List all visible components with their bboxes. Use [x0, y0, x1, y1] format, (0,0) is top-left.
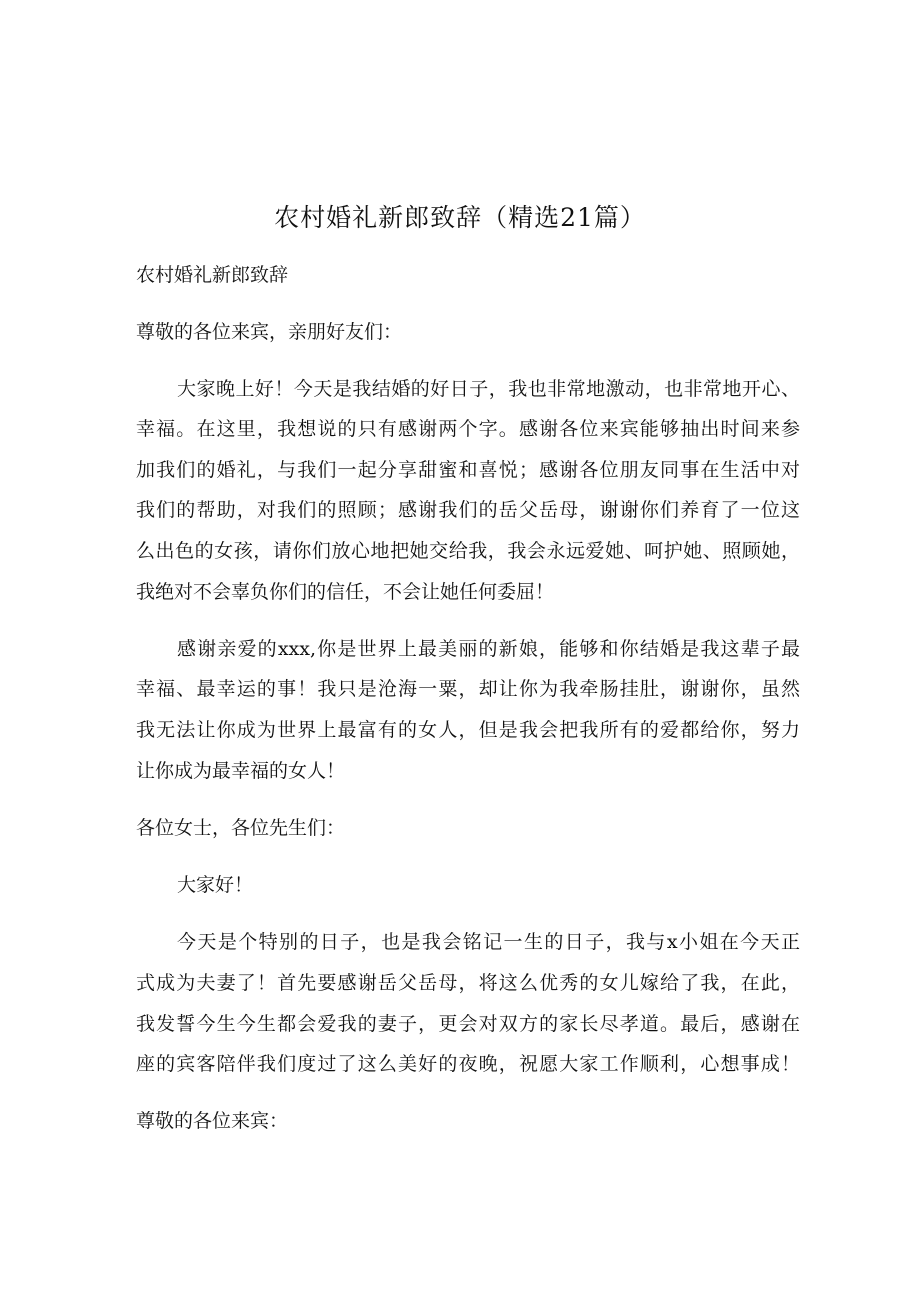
paragraph-line: 让你成为最幸福的女人！ — [136, 760, 346, 782]
paragraph-line: 我无法让你成为世界上最富有的女人，但是我会把我所有的爱都给你，努力 — [136, 719, 800, 741]
paragraph-line: 我绝对不会辜负你们的信任，不会让她任何委屈！ — [136, 581, 555, 603]
paragraph-line: 大家晚上好！今天是我结婚的好日子，我也非常地激动，也非常地开心、 — [177, 378, 800, 400]
greeting: 大家好！ — [177, 874, 254, 896]
paragraph-line: 我发誓今生今生都会爱我的妻子，更会对双方的家长尽孝道。最后，感谢在 — [136, 1013, 800, 1035]
paragraph-line: 座的宾客陪伴我们度过了这么美好的夜晚，祝愿大家工作顺利，心想事成！ — [136, 1053, 800, 1075]
salutation: 尊敬的各位来宾，亲朋好友们： — [136, 321, 403, 343]
paragraph-line: 幸福、最幸运的事！我只是沧海一粟，却让你为我牵肠挂肚，谢谢你，虽然 — [136, 678, 800, 700]
paragraph-line: 么出色的女孩，请你们放心地把她交给我，我会永远爱她、呵护她、照顾她， — [136, 540, 800, 562]
section-heading: 农村婚礼新郎致辞 — [136, 264, 289, 286]
document-title: 农村婚礼新郎致辞（精选21篇） — [274, 203, 646, 232]
salutation: 各位女士，各位先生们： — [136, 817, 346, 839]
paragraph-line: 我们的帮助，对我们的照顾；感谢我们的岳父岳母，谢谢你们养育了一位这 — [136, 499, 800, 521]
paragraph-line: 幸福。在这里，我想说的只有感谢两个字。感谢各位来宾能够抽出时间来参 — [136, 418, 800, 440]
paragraph-line: 式成为夫妻了！首先要感谢岳父岳母，将这么优秀的女儿嫁给了我，在此， — [136, 972, 800, 994]
salutation: 尊敬的各位来宾： — [136, 1110, 289, 1132]
paragraph-line: 加我们的婚礼，与我们一起分享甜蜜和喜悦；感谢各位朋友同事在生活中对 — [136, 459, 800, 481]
paragraph-line: 感谢亲爱的xxx,你是世界上最美丽的新娘，能够和你结婚是我这辈子最 — [177, 638, 800, 660]
paragraph-line: 今天是个特别的日子，也是我会铭记一生的日子，我与x小姐在今天正 — [177, 931, 800, 953]
